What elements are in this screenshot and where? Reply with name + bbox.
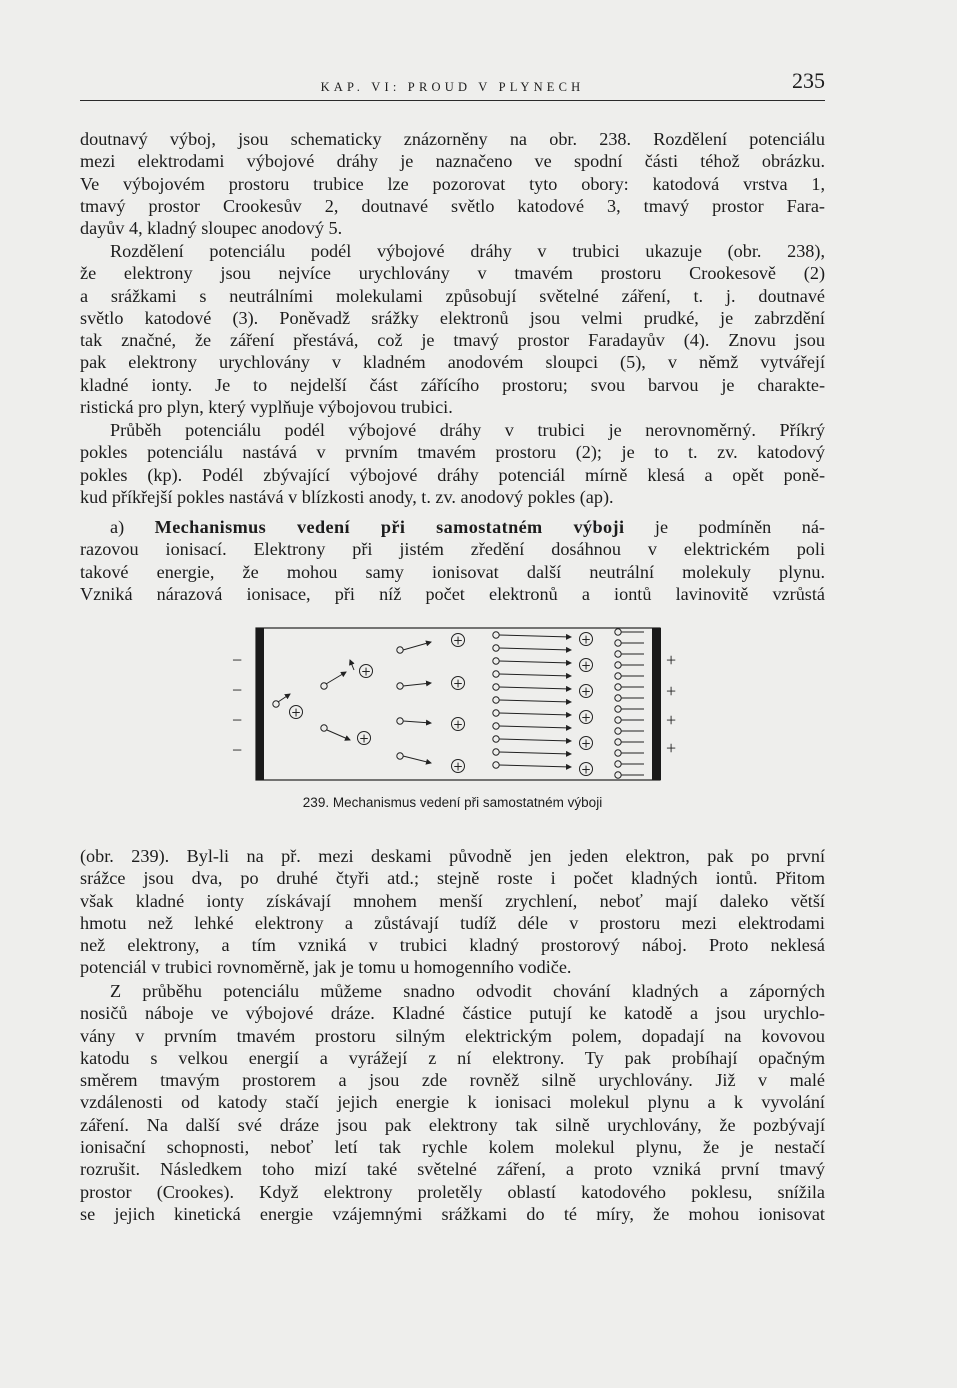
anode-plate <box>652 628 661 780</box>
text-line: takové energie, že mohou samy ionisovat další neutrální molekuly plynu. <box>80 561 825 582</box>
text-line: kud příkřejší pokles nastává v blízkosti anody, t. zv. anodový pokles (ap). <box>80 486 614 507</box>
trajectory-arrow <box>403 642 431 650</box>
heading-continuation: je podmíněn ná- <box>624 517 825 537</box>
paragraph-mechanism <box>80 516 825 605</box>
electron <box>397 647 403 653</box>
text-line: Rozdělení potenciálu podél výbojové dráhy v trubici ukazuje (obr. 238), <box>110 241 825 261</box>
trajectory-arrow <box>403 721 431 723</box>
plus-sign: + <box>666 681 677 701</box>
ion-sign: + <box>452 759 464 774</box>
electron <box>493 697 499 703</box>
electron <box>615 684 621 690</box>
figure-caption: 239. Mechanismus vedení při samostatném výboji <box>302 795 603 810</box>
trajectory-arrow <box>499 726 571 728</box>
ion-sign: + <box>580 762 592 777</box>
ion-sign: + <box>360 664 372 679</box>
text-line: pak elektrony urychlovány v kladném anodovém sloupci (5), v němž vytvářejí <box>80 352 825 373</box>
page-number: 235 <box>792 68 825 93</box>
trajectory-arrow <box>326 672 346 684</box>
paragraph-avalanche <box>80 845 825 979</box>
electron <box>615 640 621 646</box>
text-line: se jejich kinetická energie vzájemnými srážkami do té míry, že mohou ionisovat <box>80 1203 825 1224</box>
trajectory-arrow <box>499 752 571 754</box>
electron <box>493 645 499 651</box>
trajectory-arrow <box>499 739 571 741</box>
cathode-plate <box>256 628 264 780</box>
minus-sign: − <box>232 650 243 670</box>
text-line <box>80 516 825 538</box>
discharge-diagram <box>226 620 696 790</box>
ion-sign: + <box>358 731 370 746</box>
paragraph-continuation <box>80 128 825 239</box>
electron <box>615 761 621 767</box>
text-line: nosičů náboje ve výbojové dráze. Kladné částice putují ke katodě a jsou urychlo- <box>80 1003 825 1024</box>
ion-sign: + <box>580 710 592 725</box>
electron <box>493 671 499 677</box>
text-line: Ve výbojovém prostoru trubice lze pozorovat tyto obory: katodová vrstva 1, <box>80 173 825 194</box>
electron <box>493 762 499 768</box>
text-line: prostor (Crookes). Když elektrony proletěly oblastí katodového poklesu, snížila <box>80 1181 825 1202</box>
trajectory-arrow <box>499 713 571 715</box>
plus-sign: + <box>666 650 677 670</box>
text-line: však kladné ionty získávají mnohem menší zrychlení, neboť mají daleko větší <box>80 890 825 911</box>
trajectory-arrow <box>499 674 571 676</box>
electron <box>493 723 499 729</box>
electron <box>493 684 499 690</box>
text-line: (obr. 239). Byl-li na př. mezi deskami původně jen jeden elektron, pak po první <box>80 846 825 866</box>
electron <box>615 772 621 778</box>
paragraph-carriers <box>80 980 825 1225</box>
ion-sign: + <box>452 633 464 648</box>
trajectory-arrow <box>350 660 354 670</box>
particles-layer <box>273 629 644 778</box>
text-line: vány v prvním tmavém prostoru silným elektrickým polem, dopadají na kovovou <box>80 1025 825 1046</box>
text-line: světlo katodové (3). Poněvadž srážky elektronů jsou velmi prudké, je zabrzdění <box>80 307 825 328</box>
text-line: razovou ionisací. Elektrony při jistém zředění dosáhnou v elektrickém poli <box>80 539 825 560</box>
electron <box>615 651 621 657</box>
text-line: tmavý prostor Crookesův 2, doutnavé světlo katodové 3, tmavý prostor Fara- <box>80 195 825 216</box>
electron <box>321 725 327 731</box>
ion-sign: + <box>580 684 592 699</box>
text-line: ionisační schopnosti, neboť letí tak rychle kolem molekul plynu, že je nestačí <box>80 1137 825 1158</box>
trajectory-arrow <box>403 756 431 763</box>
electron <box>397 753 403 759</box>
ion-sign: + <box>290 705 302 720</box>
electron <box>615 728 621 734</box>
trajectory-arrow <box>403 683 431 686</box>
text-line: a srážkami s neutrálními molekulami způsobují světelné záření, t. j. doutnavé <box>80 285 825 306</box>
running-title: KAP. VI: PROUD V PLYNECH <box>320 80 585 94</box>
text-line: Průběh potenciálu podél výbojové dráhy v trubici je nerovnoměrný. Příkrý <box>110 420 825 440</box>
text-line: doutnavý výboj, jsou schematicky znázorněny na obr. 238. Rozdělení potenciálu <box>80 129 825 149</box>
trajectory-arrow <box>499 700 571 702</box>
text-line: rozrušit. Následkem toho mizí také světelné záření, a proto vzniká první tmavý <box>80 1159 825 1180</box>
electron <box>615 706 621 712</box>
text-line: pokles (kp). Podél zbývající výbojové dráhy potenciál mírně klesá a opět poně- <box>80 464 825 485</box>
text-line: kladné ionty. Je to nejdelší část zářícího prostoru; svou barvou je charakte- <box>80 374 825 395</box>
electron <box>493 710 499 716</box>
section-heading: Mechanismus vedení při samostatném výboji <box>154 517 625 537</box>
text-line: mezi elektrodami výbojové dráhy je naznačeno ve spodní části téhož obrázku. <box>80 151 825 172</box>
text-line: hmotu než lehké elektrony a zůstávají tudíž déle v prostoru mezi elektrodami <box>80 912 825 933</box>
electron <box>397 718 403 724</box>
text-line: vzdálenosti od katody stačí jejich energie k ionisaci molekul plynu a k vyvolání <box>80 1092 825 1113</box>
tube-outline <box>256 628 660 780</box>
electron <box>615 673 621 679</box>
electron <box>615 695 621 701</box>
paragraph-potential-course <box>80 419 825 508</box>
trajectory-arrow <box>499 687 571 689</box>
text-line: srážce jsou dva, po druhé čtyři atd.; stejně roste i počet kladných iontů. Přitom <box>80 868 825 889</box>
electron <box>493 632 499 638</box>
electron <box>615 629 621 635</box>
text-line: že elektrony jsou nejvíce urychlovány v tmavém prostoru Crookesově (2) <box>80 263 825 284</box>
text-line: než elektrony, a tím vzniká v trubici kladný prostorový náboj. Proto neklesá <box>80 935 825 956</box>
ion-sign: + <box>580 632 592 647</box>
trajectory-arrow <box>499 635 571 637</box>
text-line: pokles potenciálu nastává v prvním tmavém prostoru (2); je to t. zv. katodový <box>80 442 825 463</box>
electron <box>493 749 499 755</box>
minus-sign: − <box>232 740 243 760</box>
ion-sign: + <box>580 736 592 751</box>
plus-sign: + <box>666 738 677 758</box>
running-header <box>80 66 825 101</box>
trajectory-arrow <box>499 765 571 767</box>
text-line: katodu s velkou energií a vyrážejí z ní elektrony. Ty pak probíhají opačným <box>80 1047 825 1068</box>
text-line: ristická pro plyn, který vyplňuje výbojovou trubici. <box>80 397 453 418</box>
text-line: potenciál v trubici rovnoměrně, jak je tomu u homogenního vodiče. <box>80 957 572 978</box>
text-line: Z průběhu potenciálu můžeme snadno odvodit chování kladných a záporných <box>110 981 825 1001</box>
text-line: Vzniká nárazová ionisace, při níž počet elektronů a iontů lavinovitě vzrůstá <box>80 583 825 604</box>
plus-sign: + <box>666 710 677 730</box>
electron <box>493 736 499 742</box>
text-line: dayův 4, kladný sloupec anodový 5. <box>80 218 343 239</box>
electron <box>615 739 621 745</box>
minus-sign: − <box>232 680 243 700</box>
paragraph-potential-distribution <box>80 240 825 418</box>
trajectory-arrow <box>499 648 571 650</box>
text-line: tak značné, že záření přestává, což je tmavý prostor Faradayův (4). Znovu jsou <box>80 330 825 351</box>
trajectory-arrow <box>278 694 290 702</box>
text-line: záření. Na další své dráze jsou pak elektrony tak silně urychlovány, že pozbývají <box>80 1114 825 1135</box>
ion-sign: + <box>452 676 464 691</box>
section-prefix: a) <box>110 517 155 537</box>
electron <box>615 662 621 668</box>
minus-sign: − <box>232 710 243 730</box>
trajectory-arrow <box>327 730 350 740</box>
ion-sign: + <box>580 658 592 673</box>
ion-sign: + <box>452 717 464 732</box>
electron <box>615 750 621 756</box>
text-line: směrem tmavým prostorem a jsou zde rovněž silně urychlovány. Již v malé <box>80 1070 825 1091</box>
electron <box>493 658 499 664</box>
trajectory-arrow <box>499 661 571 663</box>
electron <box>397 683 403 689</box>
electron <box>615 717 621 723</box>
